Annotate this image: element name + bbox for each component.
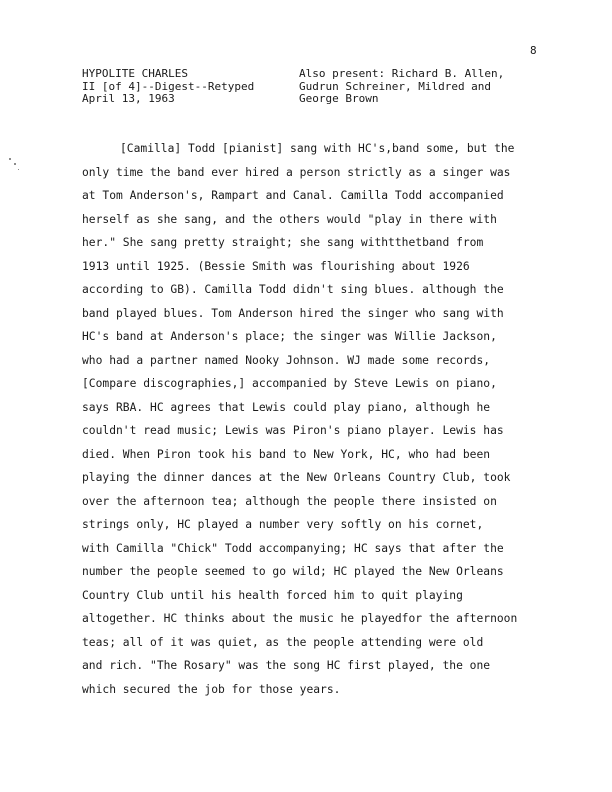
body-line: says RBA. HC agrees that Lewis could play piano, although he bbox=[82, 400, 491, 414]
body-line: who had a partner named Nooky Johnson. WJ made some records, bbox=[82, 353, 491, 367]
body-line: died. When Piron took his band to New York, HC, who had been bbox=[82, 447, 491, 461]
interview-date: April 13, 1963 bbox=[82, 92, 175, 105]
body-line: and rich. "The Rosary" was the song HC first played, the one bbox=[82, 659, 491, 672]
body-line: HC's band at Anderson's place; the singer was Willie Jackson, bbox=[82, 330, 497, 343]
body-line: only time the band ever hired a person strictly as a singer was bbox=[82, 165, 511, 179]
body-line: couldn't read music; Lewis was Piron's piano player. Lewis has bbox=[82, 424, 504, 437]
reel-digest-label: II [of 4]--Digest--Retyped bbox=[82, 79, 255, 93]
scan-speck bbox=[9, 158, 11, 160]
body-line: playing the dinner dances at the New Orleans Country Club, took bbox=[82, 471, 511, 484]
body-line: Country Club until his health forced him to quit playing bbox=[82, 588, 463, 602]
interviewee-name: HYPOLITE CHARLES bbox=[82, 67, 188, 80]
body-line: according to GB). Camilla Todd didn't sing blues. although the bbox=[82, 283, 504, 296]
body-line: herself as she sang, and the others would "play in there with bbox=[82, 212, 497, 226]
body-line: teas; all of it was quiet, as the people attending were old bbox=[82, 635, 484, 649]
header-right-block bbox=[299, 68, 579, 106]
scan-speck bbox=[14, 163, 16, 165]
also-present-line: Also present: Richard B. Allen, bbox=[299, 67, 505, 80]
body-line: band played blues. Tom Anderson hired the singer who sang with bbox=[82, 306, 504, 320]
digest-body bbox=[82, 137, 552, 701]
header-left-block bbox=[82, 68, 282, 106]
body-line: which secured the job for those years. bbox=[82, 682, 341, 696]
body-line: [Camilla] Todd [pianist] sang with HC's,band some, but the bbox=[120, 142, 515, 155]
body-line: her." She sang pretty straight; she sang withtthetband from bbox=[82, 236, 484, 249]
scan-speck bbox=[18, 169, 19, 170]
body-line: at Tom Anderson's, Rampart and Canal. Camilla Todd accompanied bbox=[82, 189, 504, 202]
body-line: number the people seemed to go wild; HC played the New Orleans bbox=[82, 565, 504, 578]
body-line: with Camilla "Chick" Todd accompanying; HC says that after the bbox=[82, 541, 504, 555]
body-line: altogether. HC thinks about the music he playedfor the afternoon bbox=[82, 612, 518, 625]
body-line: strings only, HC played a number very softly on his cornet, bbox=[82, 518, 484, 531]
also-present-line: Gudrun Schreiner, Mildred and bbox=[299, 79, 492, 93]
also-present-line: George Brown bbox=[299, 92, 379, 105]
body-line: over the afternoon tea; although the people there insisted on bbox=[82, 494, 497, 508]
body-line: [Compare discographies,] accompanied by Steve Lewis on piano, bbox=[82, 377, 497, 390]
page-number: 8 bbox=[530, 44, 537, 57]
body-line: 1913 until 1925. (Bessie Smith was flourishing about 1926 bbox=[82, 259, 470, 273]
